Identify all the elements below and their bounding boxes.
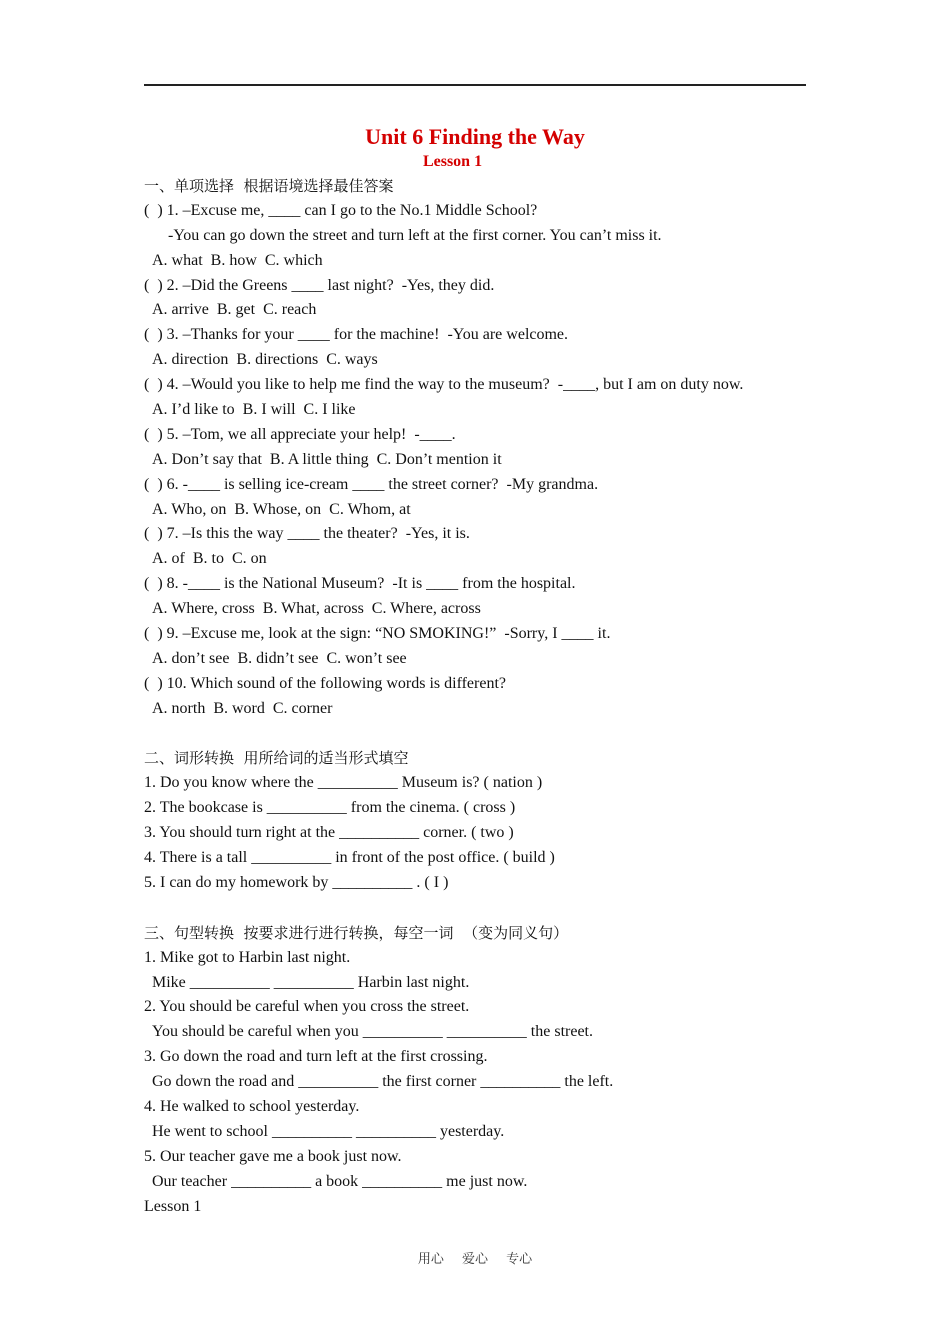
text-line: A. of B. to C. on (152, 550, 267, 568)
text-line: 4. There is a tall __________ in front of the post office. ( build ) (144, 849, 555, 867)
text-line: 2. The bookcase is __________ from the cinema. ( cross ) (144, 799, 516, 817)
text-line: ( ) 6. -____ is selling ice-cream ____ the street corner? -My grandma. (144, 475, 599, 493)
text-line: 1. Mike got to Harbin last night. (144, 948, 351, 966)
section-heading: 三、句型转换 按要求进行进行转换，每空一词 （变为同义句） (144, 923, 569, 942)
text-line: Our teacher __________ a book __________ me just now. (152, 1172, 528, 1190)
text-line: ( ) 10. Which sound of the following words is different? (144, 674, 507, 692)
text-line: He went to school __________ __________ yesterday. (152, 1122, 505, 1140)
text-line: You should be careful when you __________ __________ the street. (152, 1023, 593, 1041)
section-heading: 一、单项选择 根据语境选择最佳答案 (144, 177, 394, 195)
text-line: Lesson 1 (144, 1197, 202, 1215)
text-line: 5. I can do my homework by __________ . ( I ) (144, 873, 449, 891)
text-line: A. north B. word C. corner (152, 699, 333, 717)
text-line: A. Who, on B. Whose, on C. Whom, at (152, 500, 411, 518)
header-rule (144, 84, 806, 86)
text-line: ( ) 3. –Thanks for your ____ for the machine! -You are welcome. (144, 326, 569, 344)
text-line: ( ) 8. -____ is the National Museum? -It is ____ from the hospital. (144, 575, 576, 593)
text-line: A. Where, cross B. What, across C. Where, across (152, 600, 481, 618)
text-line: ( ) 9. –Excuse me, look at the sign: “NO SMOKING!” -Sorry, I ____ it. (144, 625, 611, 643)
text-line: 2. You should be careful when you cross the street. (144, 998, 470, 1016)
text-line: Mike __________ __________ Harbin last night. (152, 973, 470, 991)
text-line: 5. Our teacher gave me a book just now. (144, 1147, 402, 1165)
text-line: 3. Go down the road and turn left at the first crossing. (144, 1048, 488, 1066)
text-line: A. what B. how C. which (152, 251, 323, 269)
document-title: Unit 6 Finding the Way (365, 124, 585, 149)
text-line: ( ) 5. –Tom, we all appreciate your help! -____. (144, 425, 456, 443)
text-line: A. Don’t say that B. A little thing C. Don’t mention it (152, 450, 502, 468)
text-line: ( ) 4. –Would you like to help me find the way to the museum? -____, but I am on duty now. (144, 376, 744, 394)
text-line: ( ) 1. –Excuse me, ____ can I go to the No.1 Middle School? (144, 201, 538, 219)
text-line: Go down the road and __________ the first corner __________ the left. (152, 1073, 614, 1091)
page-footer: 用心 爱心 专心 (417, 1252, 533, 1267)
text-line (144, 896, 844, 921)
text-line: A. don’t see B. didn’t see C. won’t see (152, 649, 407, 667)
exercise-content (144, 174, 844, 1219)
text-line: A. I’d like to B. I will C. I like (152, 401, 356, 419)
text-line: 1. Do you know where the __________ Museum is? ( nation ) (144, 774, 543, 792)
text-line (144, 722, 844, 747)
text-line: A. direction B. directions C. ways (152, 351, 378, 369)
section-heading: 二、词形转换 用所给词的适当形式填空 (144, 749, 409, 768)
text-line: 3. You should turn right at the __________ corner. ( two ) (144, 824, 514, 842)
text-line: -You can go down the street and turn left at the first corner. You can’t miss it. (144, 226, 662, 244)
text-line: A. arrive B. get C. reach (152, 301, 317, 319)
lesson-subtitle: Lesson 1 (422, 153, 483, 170)
text-line: ( ) 2. –Did the Greens ____ last night? -Yes, they did. (144, 276, 495, 294)
text-line: 4. He walked to school yesterday. (144, 1097, 360, 1115)
text-line: ( ) 7. –Is this the way ____ the theater? -Yes, it is. (144, 525, 470, 543)
